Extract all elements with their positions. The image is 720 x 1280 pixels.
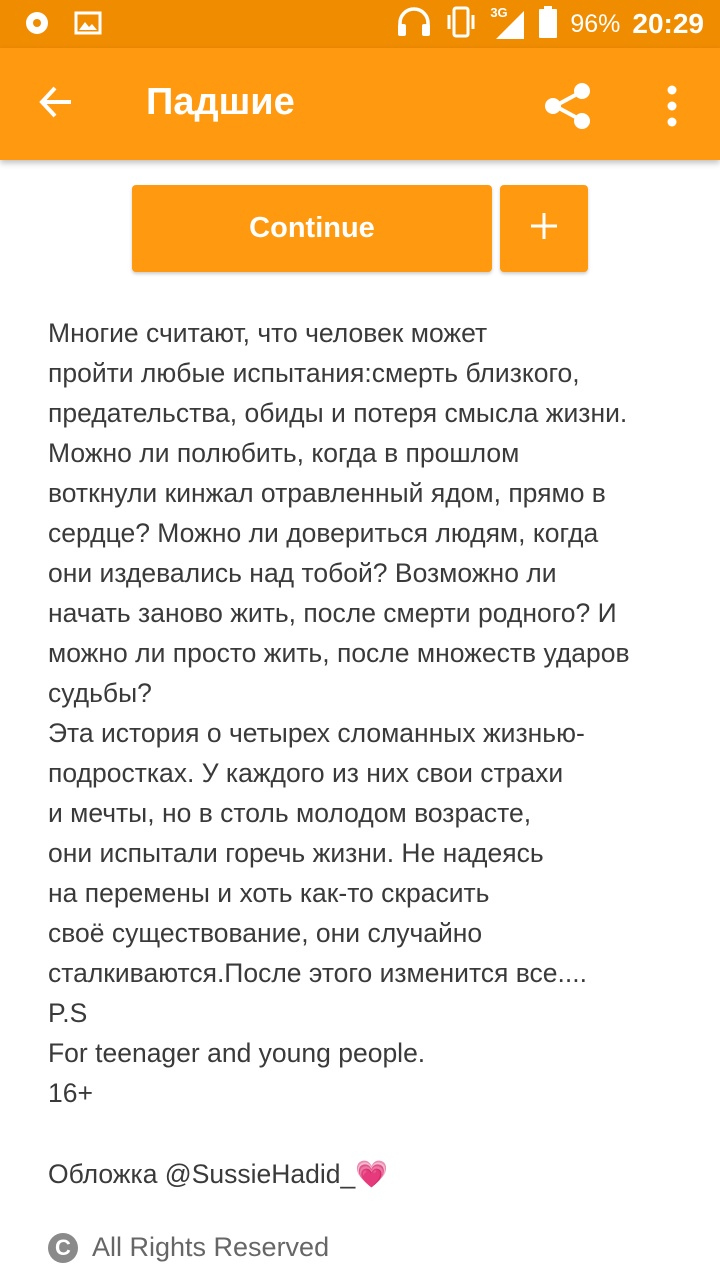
add-to-library-button[interactable] <box>500 185 588 272</box>
description-line: 16+ <box>48 1078 93 1108</box>
battery-icon <box>538 5 558 44</box>
description-line: и мечты, но в столь молодом возрасте, <box>48 798 532 828</box>
description-line: пройти любые испытания:смерть близкого, <box>48 358 580 388</box>
description-line: подростках. У каждого из них свои страхи <box>48 758 564 788</box>
description-line: предательства, обиды и потеря смысла жизни. <box>48 398 628 428</box>
network-type: 3G <box>490 5 508 20</box>
description-line: своё существование, они случайно <box>48 918 483 948</box>
description-line: можно ли просто жить, после множеств ударов <box>48 638 630 668</box>
description-line: они испытали горечь жизни. Не надеясь <box>48 838 544 868</box>
description-line: сталкиваются.После этого изменится все.... <box>48 958 587 988</box>
description-line: воткнули кинжал отравленный ядом, прямо в <box>48 478 606 508</box>
description-line: Многие считают, что человек может <box>48 318 488 348</box>
share-button[interactable] <box>538 76 598 136</box>
copyright-notice <box>48 1232 329 1263</box>
clock: 20:29 <box>632 8 704 39</box>
plus-icon <box>529 211 559 246</box>
share-icon <box>538 123 598 140</box>
vibrate-icon <box>444 5 478 44</box>
headphones-icon <box>396 5 432 44</box>
description-line: начать заново жить, после смерти родного? И <box>48 598 617 628</box>
image-icon <box>74 11 102 35</box>
description-line: Эта история о четырех сломанных жизнью- <box>48 718 585 748</box>
battery-percent: 96% <box>570 9 621 38</box>
description-line: Можно ли полюбить, когда в прошлом <box>48 438 520 468</box>
more-options-button[interactable] <box>650 76 694 136</box>
arrow-back-icon <box>38 84 74 125</box>
description-line: P.S <box>48 998 88 1028</box>
description-line: на перемены и хоть как-то скрасить <box>48 878 490 908</box>
signal-3g-icon <box>490 7 526 41</box>
sync-icon <box>24 10 50 36</box>
copyright-icon: C <box>48 1233 78 1263</box>
back-button[interactable] <box>28 76 84 132</box>
cover-credit: Обложка @SussieHadid_💗 <box>48 1159 389 1189</box>
status-bar <box>0 0 720 48</box>
description-line: сердце? Можно ли довериться людям, когда <box>48 518 599 548</box>
continue-button[interactable]: Continue <box>132 185 492 272</box>
rights-label: All Rights Reserved <box>92 1232 330 1262</box>
more-vert-icon <box>650 123 694 140</box>
description-line: For teenager and young people. <box>48 1038 426 1068</box>
app-bar <box>0 48 720 160</box>
description-line: они издевались над тобой? Возможно ли <box>48 558 557 588</box>
description-line: судьбы? <box>48 678 152 708</box>
story-description <box>48 313 688 1113</box>
page-title: Падшие <box>146 81 295 123</box>
